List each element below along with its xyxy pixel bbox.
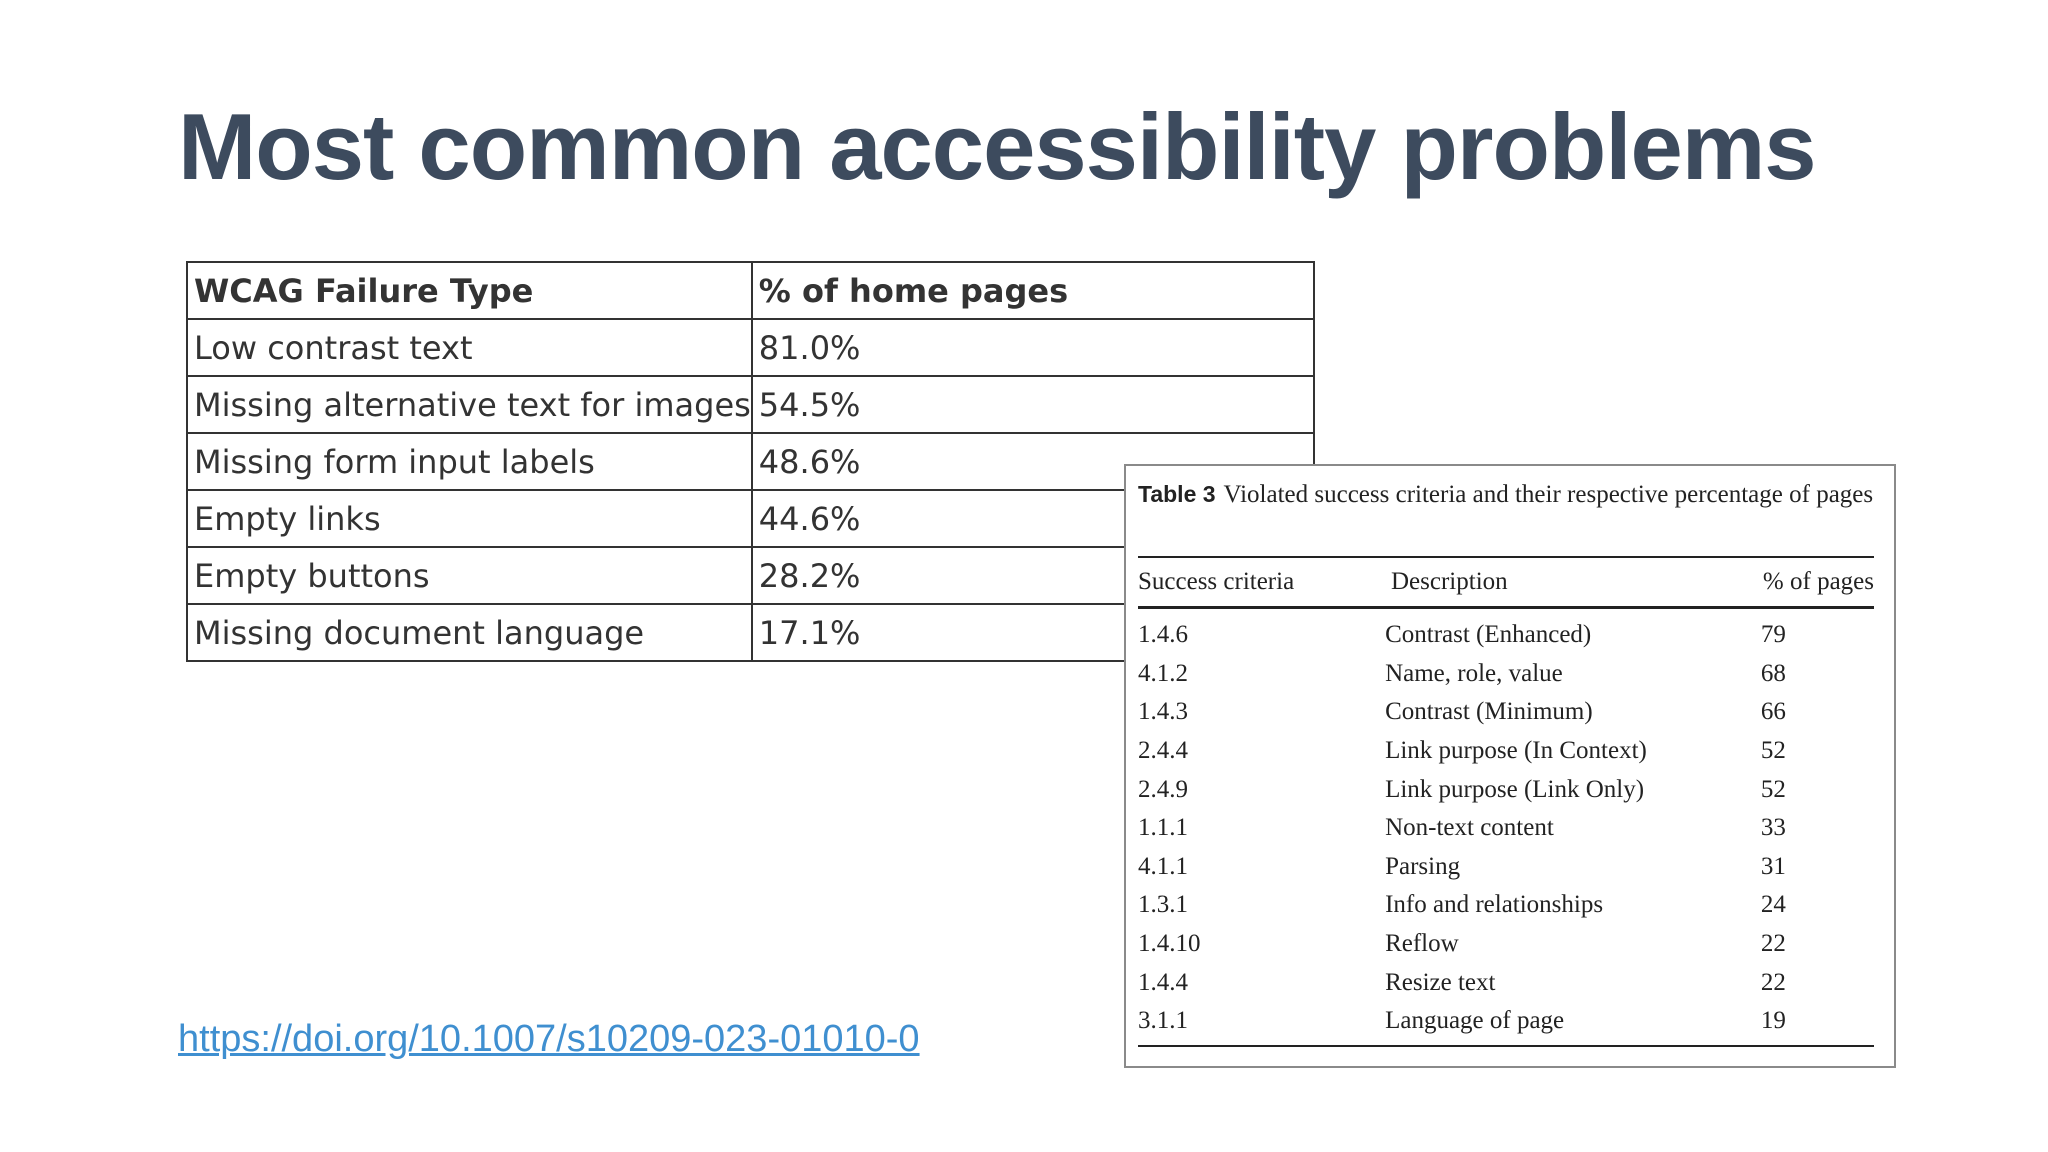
failure-type-cell: Empty buttons [187,547,752,604]
criteria-cell: 1.4.10 [1138,930,1201,958]
percent-cell: 52 [1760,737,1786,765]
slide-title: Most common accessibility problems [178,94,1816,199]
criteria-cell: 2.4.4 [1138,737,1188,765]
percent-cell: 68 [1760,659,1786,687]
paper-table-body [1138,616,1874,1041]
description-cell: Reflow [1385,930,1459,958]
paper-table-caption [1138,478,1876,511]
table-row [1138,1002,1874,1041]
description-cell: Resize text [1385,968,1496,996]
header-percent-home-pages: % of home pages [752,262,1314,319]
table-row [1138,925,1874,964]
table-row [187,319,1314,376]
header-description: Description [1391,568,1508,595]
percent-cell: 22 [1760,930,1786,958]
table-row [1138,848,1874,887]
description-cell: Language of page [1385,1007,1565,1035]
table-row [1138,770,1874,809]
description-cell: Contrast (Minimum) [1385,698,1593,726]
table-row [1138,616,1874,655]
top-rule [1138,556,1874,558]
percent-cell: 17.1% [752,604,1314,661]
failure-type-cell: Empty links [187,490,752,547]
percent-cell: 22 [1760,968,1786,996]
percent-cell: 28.2% [752,547,1314,604]
table-row [1138,732,1874,771]
table-header-row [187,262,1314,319]
paper-table-screenshot [1124,464,1896,1068]
bottom-rule [1138,1045,1874,1047]
percent-cell: 31 [1760,852,1786,880]
criteria-cell: 1.1.1 [1138,814,1188,842]
percent-cell: 66 [1760,698,1786,726]
criteria-cell: 4.1.2 [1138,659,1188,687]
description-cell: Link purpose (In Context) [1385,737,1647,765]
percent-cell: 33 [1760,814,1786,842]
criteria-cell: 1.3.1 [1138,891,1188,919]
caption-text: Violated success criteria and their respective percentage of pages [1223,481,1874,508]
percent-cell: 79 [1760,621,1786,649]
percent-cell: 48.6% [752,433,1314,490]
criteria-cell: 2.4.9 [1138,775,1188,803]
failure-type-cell: Low contrast text [187,319,752,376]
description-cell: Link purpose (Link Only) [1385,775,1645,803]
table-row [1138,693,1874,732]
criteria-cell: 1.4.6 [1138,621,1188,649]
description-cell: Name, role, value [1385,659,1563,687]
description-cell: Parsing [1385,852,1461,880]
description-cell: Contrast (Enhanced) [1385,621,1592,649]
criteria-cell: 1.4.3 [1138,698,1188,726]
percent-cell: 19 [1760,1007,1786,1035]
table-row [1138,809,1874,848]
percent-cell: 24 [1760,891,1786,919]
percent-cell: 81.0% [752,319,1314,376]
table-row [1138,963,1874,1002]
failure-type-cell: Missing alternative text for images [187,376,752,433]
table-row [1138,655,1874,694]
criteria-cell: 1.4.4 [1138,968,1188,996]
paper-table-header-row [1138,559,1874,605]
criteria-cell: 4.1.1 [1138,852,1188,880]
header-percent-pages: % of pages [1762,568,1874,595]
table-row [187,376,1314,433]
description-cell: Info and relationships [1385,891,1604,919]
mid-rule [1138,606,1874,609]
doi-link[interactable]: https://doi.org/10.1007/s10209-023-01010-0 [178,1018,920,1060]
caption-label: Table 3 [1138,481,1216,507]
table-row [1138,886,1874,925]
percent-cell: 54.5% [752,376,1314,433]
failure-type-cell: Missing document language [187,604,752,661]
header-success-criteria: Success criteria [1138,568,1295,595]
header-failure-type: WCAG Failure Type [187,262,752,319]
criteria-cell: 3.1.1 [1138,1007,1188,1035]
failure-type-cell: Missing form input labels [187,433,752,490]
percent-cell: 44.6% [752,490,1314,547]
paper-table-header [1138,559,1874,605]
percent-cell: 52 [1760,775,1786,803]
description-cell: Non-text content [1385,814,1554,842]
